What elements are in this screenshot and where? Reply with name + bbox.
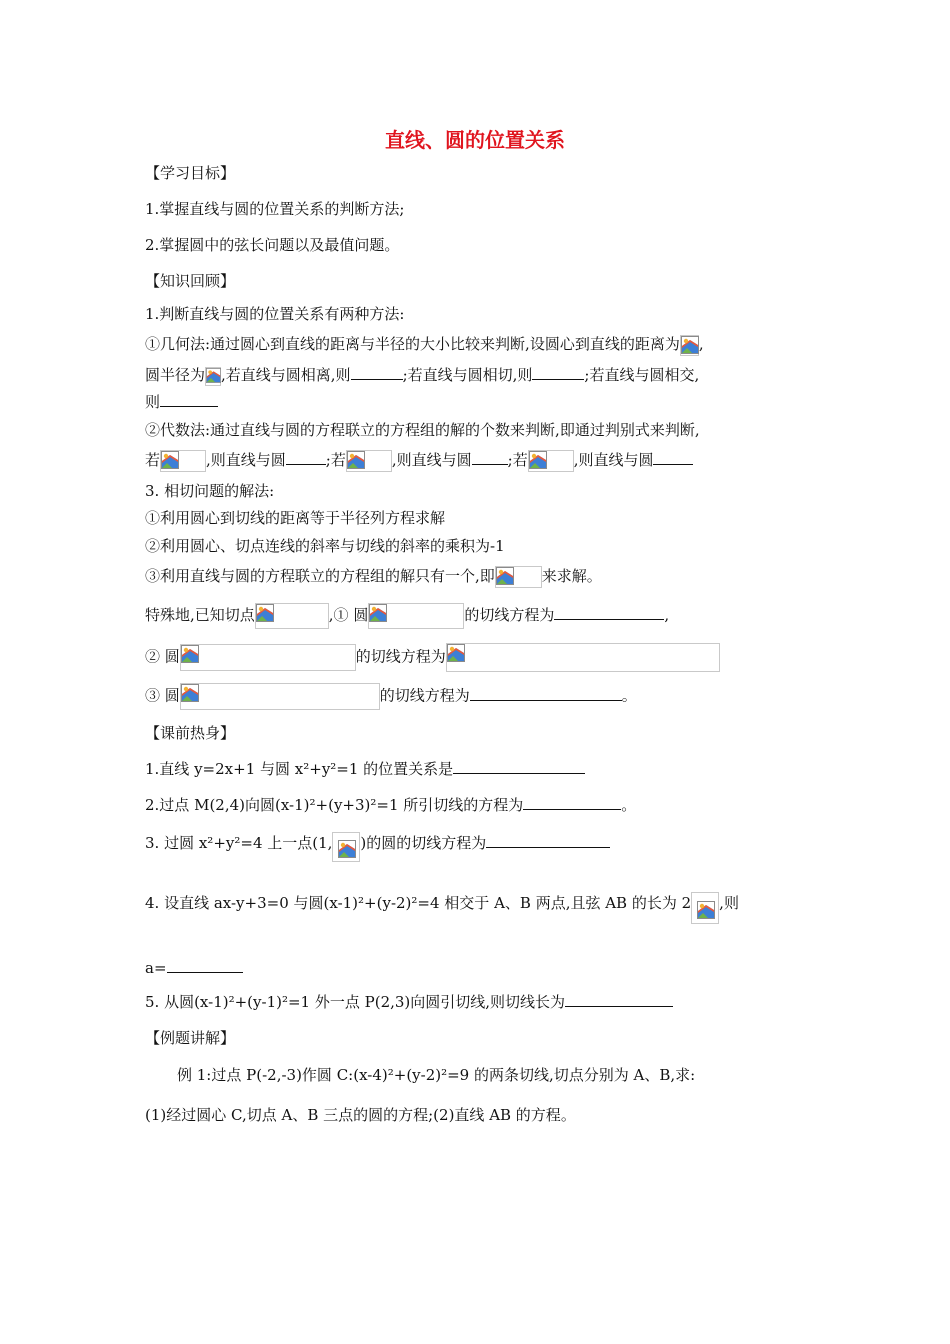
warmup-q1: 1.直线 y=2x+1 与圆 x²+y²=1 的位置关系是 [145,759,585,779]
circle-3-line: ③ 圆 的切线方程为 。 [145,683,637,710]
warmup-q3: 3. 过圆 x²+y²=4 上一点(1, )的圆的切线方程为 [145,832,610,862]
broken-image-icon [205,367,221,386]
broken-image-icon [160,450,206,472]
algebraic-method-conditions: 若 ,则直线与圆 ;若 ,则直线与圆 ;若 ,则直线与圆 [145,450,693,472]
goal-1: 1.掌握直线与圆的位置关系的判断方法; [145,200,405,218]
broken-image-icon [180,644,356,671]
answer-blank[interactable] [472,450,508,465]
broken-image-icon [332,832,360,862]
answer-blank[interactable] [167,958,243,973]
geometric-method-conditions: 圆半径为 ,若直线与圆相离,则 ;若直线与圆相切,则 ;若直线与圆相交, [145,366,700,384]
example-1-line-2: (1)经过圆心 C,切点 A、B 三点的圆的方程;(2)直线 AB 的方程。 [145,1106,576,1124]
answer-blank[interactable] [160,392,218,407]
algebraic-method-line: ②代数法:通过直线与圆的方程联立的方程组的解的个数来判断,即通过判别式来判断, [145,421,700,439]
warmup-q4: 4. 设直线 ax-y+3=0 与圆(x-1)²+(y-2)²=4 相交于 A、B 两点,且弦 AB 的长为 2 ,则 [145,892,739,924]
broken-image-icon [691,892,719,924]
answer-blank[interactable] [565,992,673,1007]
page-title: 直线、圆的位置关系 [385,128,565,152]
broken-image-icon [528,450,574,472]
broken-image-icon [255,603,329,629]
answer-blank[interactable] [470,686,622,701]
review-1: 1.判断直线与圆的位置关系有两种方法: [145,305,405,323]
answer-blank[interactable] [532,365,584,380]
broken-image-icon [346,450,392,472]
geometric-method-last: 则 [145,392,218,412]
section-review: 【知识回顾】 [145,272,236,290]
tangent-method-2: ②利用圆心、切点连线的斜率与切线的斜率的乘积为-1 [145,537,505,555]
section-goals: 【学习目标】 [145,164,236,182]
answer-blank[interactable] [453,759,585,774]
broken-image-icon [368,603,464,629]
geometric-method-line: ①几何法:通过圆心到直线的距离与半径的大小比较来判断,设圆心到直线的距离为 , [145,334,704,356]
section-warmup: 【课前热身】 [145,724,236,742]
section-examples: 【例题讲解】 [145,1029,236,1047]
answer-blank[interactable] [351,365,403,380]
broken-image-icon [680,335,699,356]
broken-image-icon [180,683,380,710]
circle-2-line: ② 圆 的切线方程为 [145,643,720,672]
broken-image-icon [446,643,720,672]
tangent-method-1: ①利用圆心到切线的距离等于半径列方程求解 [145,509,446,527]
tangent-methods-title: 3. 相切问题的解法: [145,482,275,500]
special-case-line: 特殊地,已知切点 ,① 圆 的切线方程为 , [145,603,669,629]
broken-image-icon [495,566,542,588]
answer-blank[interactable] [286,450,326,465]
warmup-q5: 5. 从圆(x-1)²+(y-1)²=1 外一点 P(2,3)向圆引切线,则切线长为 [145,992,673,1012]
example-1-line-1: 例 1:过点 P(-2,-3)作圆 C:(x-4)²+(y-2)²=9 的两条切线,切点分别为 A、B,求: [177,1066,696,1084]
warmup-q2: 2.过点 M(2,4)向圆(x-1)²+(y+3)²=1 所引切线的方程为 。 [145,796,637,814]
goal-2: 2.掌握圆中的弦长问题以及最值问题。 [145,236,400,254]
warmup-q4-answer: a= [145,958,243,978]
answer-blank[interactable] [486,833,610,848]
answer-blank[interactable] [523,795,621,810]
answer-blank[interactable] [554,605,664,620]
answer-blank[interactable] [653,450,693,465]
tangent-method-3: ③利用直线与圆的方程联立的方程组的解只有一个,即 来求解。 [145,566,602,588]
